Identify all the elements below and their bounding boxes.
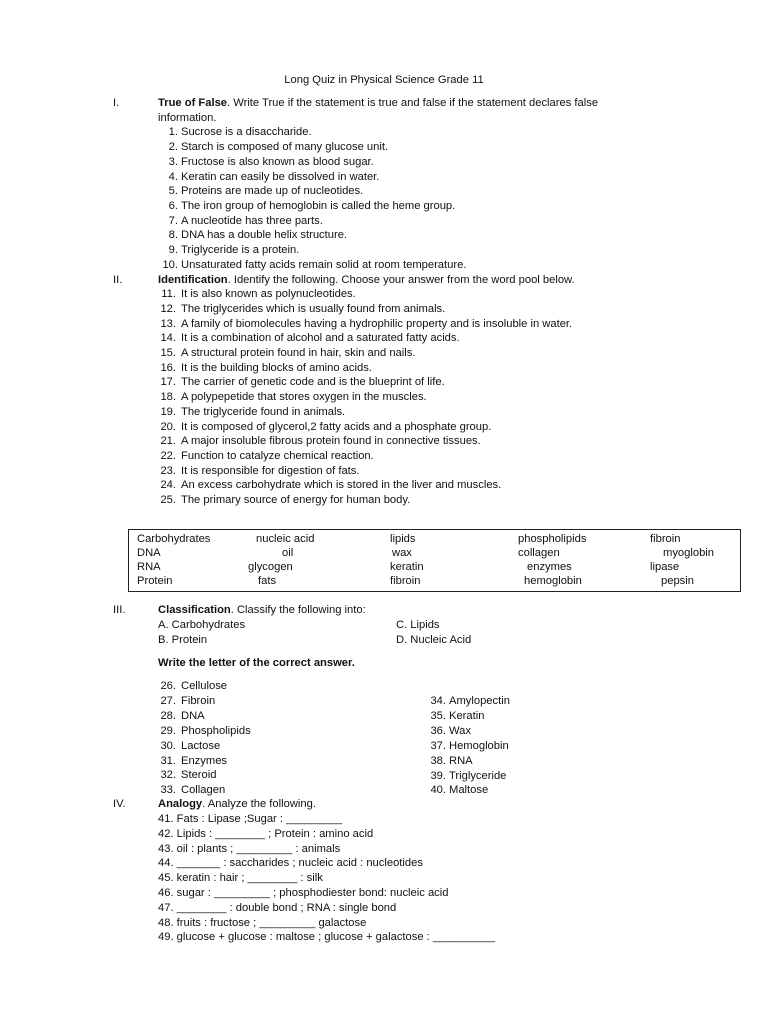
word-pool-term: lipase: [650, 561, 680, 573]
choice-a: A. Carbohydrates: [158, 619, 246, 631]
section-4-item: 43. oil : plants ; _________ : animals: [158, 842, 341, 855]
section-2-item-number: 14.: [160, 332, 176, 345]
section-1-header: [158, 96, 598, 111]
section-1-item-text: Starch is composed of many glucose unit.: [181, 141, 389, 154]
section-3-instruction: . Classify the following into:: [230, 604, 366, 616]
section-2-item-text: A family of biomolecules having a hydrophilic property and is insoluble in water.: [181, 317, 573, 330]
section-2-item-text: A polypepetide that stores oxygen in the muscles.: [181, 391, 427, 404]
section-4-heading: Analogy: [158, 798, 203, 810]
section-2-item-text: An excess carbohydrate which is stored in the liver and muscles.: [181, 479, 502, 492]
section-2-item-number: 13.: [160, 317, 176, 330]
section-2-item-number: 25.: [160, 494, 176, 506]
section-2-item-number: 12.: [160, 302, 176, 315]
section-2-item-text: It is the building blocks of amino acids.: [181, 361, 372, 374]
word-pool-term: lipids: [390, 533, 416, 545]
section-3-item-text: RNA: [449, 754, 473, 767]
section-3-item-number: 37.: [430, 739, 446, 752]
word-pool-term: oil: [282, 547, 294, 559]
section-2-item-number: 21.: [160, 435, 176, 448]
section-1-item-number: 7.: [168, 214, 178, 227]
section-1-item-text: Unsaturated fatty acids remain solid at room temperature.: [181, 258, 467, 271]
section-3-item-text: Cellulose: [181, 680, 228, 692]
section-3-item-number: 34.: [430, 695, 446, 707]
section-3-item-text: Steroid: [181, 769, 217, 782]
section-1-item-number: 4.: [168, 170, 178, 183]
section-3-item-text: DNA: [181, 709, 205, 722]
section-3-item-number: 33.: [160, 784, 176, 797]
section-3-item-text: Hemoglobin: [449, 739, 509, 752]
section-2-item-text: It is a combination of alcohol and a saturated fatty acids.: [181, 332, 460, 345]
section-3-item-text: Lactose: [181, 739, 221, 752]
section-1-heading: True of False: [158, 97, 228, 109]
word-pool-box: [128, 529, 741, 592]
page-title: Long Quiz in Physical Science Grade 11: [284, 74, 484, 86]
section-2-item-text: Function to catalyze chemical reaction.: [181, 449, 374, 462]
section-3-item-number: 29.: [160, 724, 176, 737]
choice-c: C. Lipids: [396, 619, 440, 631]
section-4-instruction: . Analyze the following.: [202, 798, 316, 810]
section-3-heading: Classification: [158, 604, 231, 616]
section-3-item-number: 39.: [430, 769, 446, 782]
section-1-item-text: Fructose is also known as blood sugar.: [181, 155, 374, 168]
section-3-header: [158, 603, 366, 618]
section-2-item-text: It is composed of glycerol,2 fatty acids and a phosphate group.: [181, 420, 492, 433]
section-3-direction: [158, 656, 355, 671]
section-2-item-number: 24.: [160, 479, 176, 492]
section-2-item-text: A structural protein found in hair, skin and nails.: [181, 347, 416, 359]
section-1-item-number: 10.: [162, 258, 178, 271]
section-2-item-text: The triglyceride found in animals.: [181, 405, 346, 418]
word-pool-term: phospholipids: [518, 533, 587, 545]
section-3-item-number: 26.: [160, 680, 176, 692]
word-pool-term: myoglobin: [663, 547, 714, 559]
section-3-item-number: 32.: [160, 769, 176, 782]
section-2-item-number: 17.: [160, 376, 176, 389]
section-3-item-text: Fibroin: [181, 694, 216, 707]
choice-d: D. Nucleic Acid: [396, 634, 472, 646]
section-4-header: [158, 797, 316, 812]
word-pool-term: wax: [392, 547, 412, 559]
section-2-item-text: It is also known as polynucleotides.: [181, 288, 356, 301]
section-3-item-text: Enzymes: [181, 754, 228, 767]
section-1-item-number: 6.: [168, 199, 178, 212]
section-4-item: 45. keratin : hair ; ________ : silk: [158, 872, 323, 885]
section-2-item-number: 16.: [160, 361, 176, 374]
section-1-item-text: Triglyceride is a protein.: [181, 244, 300, 256]
section-3-item-text: Amylopectin: [449, 695, 510, 707]
section-1-item-text: A nucleotide has three parts.: [181, 214, 323, 227]
section-2-item-text: It is responsible for digestion of fats.: [181, 464, 360, 477]
word-pool-term: glycogen: [248, 561, 293, 573]
word-pool-term: keratin: [390, 561, 424, 573]
section-4-item: 44. _______ : saccharides ; nucleic acid : nucleotides: [158, 857, 423, 870]
section-3-numeral: III.: [113, 604, 126, 616]
section-1-item-number: 9.: [168, 244, 178, 256]
section-2-item-text: The primary source of energy for human body.: [181, 494, 411, 506]
section-2-item-text: A major insoluble fibrous protein found in connective tissues.: [181, 435, 481, 448]
section-1-numeral: I.: [113, 97, 120, 109]
choice-b: B. Protein: [158, 634, 208, 646]
section-1-item-text: Sucrose is a disaccharide.: [181, 126, 312, 139]
section-2-item-number: 19.: [160, 405, 176, 418]
direction-text: Write the letter of the correct answer.: [158, 657, 355, 669]
section-1-item-number: 3.: [168, 155, 178, 168]
section-4-item: 47. ________ : double bond ; RNA : single bond: [158, 901, 397, 914]
section-1-item-number: 1.: [168, 126, 178, 139]
word-pool-term: fibroin: [390, 575, 421, 587]
word-pool-term: enzymes: [527, 561, 572, 573]
word-pool-term: Carbohydrates: [137, 533, 211, 545]
section-3-item-number: 38.: [430, 754, 446, 767]
section-2-heading: Identification: [158, 273, 228, 286]
section-2-item-number: 20.: [160, 420, 176, 433]
section-3-item-text: Triglyceride: [449, 769, 507, 782]
section-2-item-number: 15.: [160, 347, 176, 359]
section-2-item-number: 23.: [160, 464, 176, 477]
word-pool-term: Protein: [137, 575, 173, 587]
section-3-item-text: Maltose: [449, 784, 489, 797]
section-1-instruction-cont: information.: [158, 111, 217, 124]
section-3-item-text: Phospholipids: [181, 724, 251, 737]
section-1-item-number: 2.: [168, 141, 178, 154]
section-2-header: [158, 273, 575, 288]
word-pool-term: collagen: [518, 547, 560, 559]
section-3-item-number: 28.: [160, 709, 176, 722]
section-3-item-number: 35.: [430, 709, 446, 722]
section-3-item-text: Collagen: [181, 784, 226, 797]
section-1-item-text: Keratin can easily be dissolved in water.: [181, 170, 380, 183]
word-pool-term: nucleic acid: [256, 533, 315, 545]
word-pool-term: RNA: [137, 561, 161, 573]
section-4-item: 41. Fats : Lipase ;Sugar : _________: [158, 813, 343, 825]
word-pool-term: pepsin: [661, 575, 694, 587]
section-4-item: 48. fruits : fructose ; _________ galactose: [158, 916, 367, 929]
word-pool-term: DNA: [137, 547, 161, 559]
section-2-item-text: The carrier of genetic code and is the blueprint of life.: [181, 376, 445, 389]
section-3-item-number: 30.: [160, 739, 176, 752]
section-3-item-number: 40.: [430, 784, 446, 797]
section-2-item-number: 22.: [160, 449, 176, 462]
section-2-item-number: 18.: [160, 391, 176, 404]
section-4-numeral: IV.: [113, 798, 126, 810]
section-1-item-text: Proteins are made up of nucleotides.: [181, 185, 364, 198]
section-1-item-text: DNA has a double helix structure.: [181, 229, 348, 242]
section-1-instruction: . Write True if the statement is true and false if the statement declares false: [227, 97, 599, 109]
word-pool-term: hemoglobin: [524, 575, 582, 587]
section-1-item-number: 8.: [168, 229, 178, 242]
section-4-item: 49. glucose + glucose : maltose ; glucose + galactose : __________: [158, 931, 496, 944]
word-pool-term: fats: [258, 575, 277, 587]
section-1-item-text: The iron group of hemoglobin is called the heme group.: [181, 199, 456, 212]
section-3-item-number: 27.: [160, 694, 176, 707]
section-2-numeral: II.: [113, 273, 123, 286]
section-4-item: 46. sugar : _________ ; phosphodiester bond: nucleic acid: [158, 887, 449, 899]
section-3-item-number: 36.: [430, 724, 446, 737]
section-2-instruction: . Identify the following. Choose your answer from the word pool below.: [227, 273, 575, 286]
section-2-item-text: The triglycerides which is usually found from animals.: [181, 302, 446, 315]
word-pool-term: fibroin: [650, 533, 681, 545]
section-4-item: 42. Lipids : ________ ; Protein : amino acid: [158, 827, 374, 840]
section-3-item-number: 31.: [160, 754, 176, 767]
section-3-item-text: Wax: [449, 724, 471, 737]
section-1-item-number: 5.: [168, 185, 178, 198]
section-3-item-text: Keratin: [449, 709, 485, 722]
section-2-item-number: 11.: [161, 288, 176, 301]
